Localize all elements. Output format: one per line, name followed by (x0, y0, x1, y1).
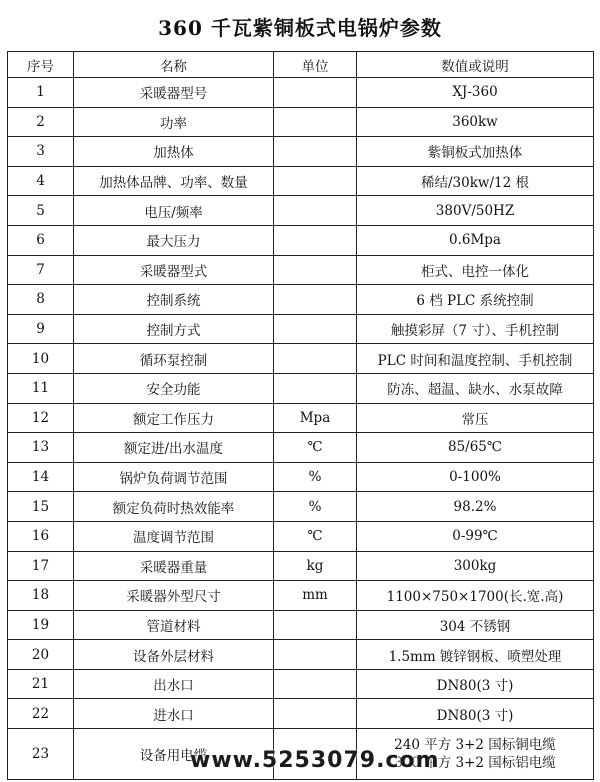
row-number: 7 (8, 255, 74, 285)
row-value: 380V/50HZ (357, 196, 594, 226)
row-unit: ℃ (274, 433, 357, 463)
row-unit (274, 640, 357, 670)
table-header-row (8, 52, 594, 78)
row-value: 触摸彩屏（7 寸）、手机控制 (357, 314, 594, 344)
row-number: 12 (8, 403, 74, 433)
page-title: 360 千瓦紫铜板式电锅炉参数 (158, 16, 442, 40)
row-number: 10 (8, 344, 74, 374)
row-number: 19 (8, 610, 74, 640)
row-name: 采暖器型号 (74, 78, 274, 108)
row-name: 循环泵控制 (74, 344, 274, 374)
row-number: 21 (8, 669, 74, 699)
row-number: 18 (8, 581, 74, 611)
row-number: 15 (8, 492, 74, 522)
table-row (8, 78, 594, 108)
table-row (8, 699, 594, 729)
table-row (8, 255, 594, 285)
table-row (8, 403, 594, 433)
table-row (8, 344, 594, 374)
row-unit (274, 699, 357, 729)
row-name: 采暖器型式 (74, 255, 274, 285)
row-number: 23 (8, 729, 74, 780)
row-unit (274, 314, 357, 344)
row-number: 6 (8, 225, 74, 255)
row-number: 2 (8, 107, 74, 137)
row-name: 管道材料 (74, 610, 274, 640)
row-value: 6 档 PLC 系统控制 (357, 285, 594, 315)
row-unit (274, 196, 357, 226)
row-number: 11 (8, 373, 74, 403)
row-unit (274, 344, 357, 374)
table-row (8, 137, 594, 167)
row-value-line: 240 平方 3+2 国标铜电缆 (394, 737, 556, 754)
watermark-text: www.5253079.com (190, 748, 440, 773)
row-name: 额定进/出水温度 (74, 433, 274, 463)
row-value: 1.5mm 镀锌钢板、喷塑处理 (357, 640, 594, 670)
header-unit: 单位 (274, 52, 357, 78)
row-number: 13 (8, 433, 74, 463)
row-name: 电压/频率 (74, 196, 274, 226)
row-name: 加热体品牌、功率、数量 (74, 166, 274, 196)
table-row (8, 285, 594, 315)
row-unit (274, 107, 357, 137)
row-unit: mm (274, 581, 357, 611)
row-unit: % (274, 462, 357, 492)
table-row (8, 669, 594, 699)
table-row (8, 551, 594, 581)
row-value: 304 不锈钢 (357, 610, 594, 640)
row-name: 进水口 (74, 699, 274, 729)
row-name: 安全功能 (74, 373, 274, 403)
row-number: 9 (8, 314, 74, 344)
row-number: 22 (8, 699, 74, 729)
table-row (8, 462, 594, 492)
row-name: 设备外层材料 (74, 640, 274, 670)
row-value: 0-100% (357, 462, 594, 492)
row-unit: kg (274, 551, 357, 581)
table-row (8, 373, 594, 403)
row-unit (274, 166, 357, 196)
table-row (8, 492, 594, 522)
row-value: DN80(3 寸) (357, 669, 594, 699)
row-name: 采暖器外型尺寸 (74, 581, 274, 611)
table-row (8, 225, 594, 255)
row-number: 8 (8, 285, 74, 315)
row-number: 17 (8, 551, 74, 581)
row-name: 最大压力 (74, 225, 274, 255)
row-value: 常压 (357, 403, 594, 433)
row-name: 出水口 (74, 669, 274, 699)
header-name: 名称 (74, 52, 274, 78)
row-number: 4 (8, 166, 74, 196)
row-name: 加热体 (74, 137, 274, 167)
row-name: 锅炉负荷调节范围 (74, 462, 274, 492)
row-unit (274, 610, 357, 640)
row-number: 5 (8, 196, 74, 226)
row-value: 0-99℃ (357, 521, 594, 551)
row-value: 0.6Mpa (357, 225, 594, 255)
row-name: 额定负荷时热效能率 (74, 492, 274, 522)
row-unit (274, 285, 357, 315)
row-unit (274, 255, 357, 285)
row-value: PLC 时间和温度控制、手机控制 (357, 344, 594, 374)
table-row (8, 610, 594, 640)
row-unit (274, 137, 357, 167)
row-value: 300kg (357, 551, 594, 581)
row-value: 柜式、电控一体化 (357, 255, 594, 285)
spec-table (7, 51, 594, 780)
row-value: 98.2% (357, 492, 594, 522)
row-value: 稀结/30kw/12 根 (357, 166, 594, 196)
row-unit (274, 373, 357, 403)
row-value: 85/65℃ (357, 433, 594, 463)
row-value: 紫铜板式加热体 (357, 137, 594, 167)
row-name: 采暖器重量 (74, 551, 274, 581)
row-name: 温度调节范围 (74, 521, 274, 551)
row-value: 1100×750×1700(长.宽.高) (357, 581, 594, 611)
table-row (8, 166, 594, 196)
table-row (8, 521, 594, 551)
row-number: 20 (8, 640, 74, 670)
row-unit: % (274, 492, 357, 522)
table-row (8, 433, 594, 463)
row-number: 14 (8, 462, 74, 492)
row-unit (274, 78, 357, 108)
row-unit: Mpa (274, 403, 357, 433)
table-row (8, 314, 594, 344)
row-name: 控制方式 (74, 314, 274, 344)
row-unit: ℃ (274, 521, 357, 551)
table-row (8, 107, 594, 137)
header-value: 数值或说明 (357, 52, 594, 78)
row-value: DN80(3 寸) (357, 699, 594, 729)
row-number: 16 (8, 521, 74, 551)
table-row (8, 640, 594, 670)
row-value: 防冻、超温、缺水、水泵故障 (357, 373, 594, 403)
row-name: 设备用电缆 (74, 729, 274, 780)
row-name: 控制系统 (74, 285, 274, 315)
header-no: 序号 (8, 52, 74, 78)
row-number: 1 (8, 78, 74, 108)
row-unit (274, 225, 357, 255)
table-row (8, 581, 594, 611)
row-value: XJ-360 (357, 78, 594, 108)
row-value-line: 300 平方 3+2 国标铝电缆 (394, 755, 556, 772)
row-name: 功率 (74, 107, 274, 137)
row-value: 360kw (357, 107, 594, 137)
row-number: 3 (8, 137, 74, 167)
row-unit (274, 669, 357, 699)
table-row (8, 196, 594, 226)
row-name: 额定工作压力 (74, 403, 274, 433)
